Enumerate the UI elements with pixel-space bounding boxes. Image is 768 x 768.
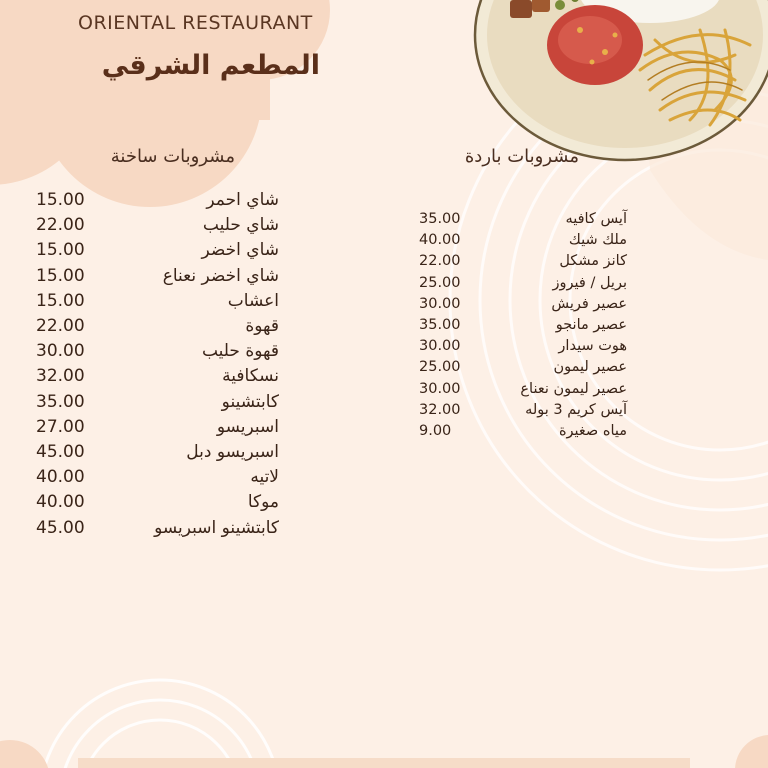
menu-item-name: عصير مانجو: [555, 317, 627, 333]
menu-item-price: 35.00: [36, 391, 85, 412]
menu-item-name: بريل / فيروز: [552, 274, 627, 291]
menu-item-name: موكا: [247, 492, 279, 513]
menu-item-name: لاتيه: [250, 467, 279, 488]
menu-item-name: ملك شيك: [568, 232, 627, 249]
restaurant-name-ar: المطعم الشرقي: [101, 50, 320, 81]
bottom-arcs: [40, 680, 280, 768]
menu-item-price: 25.00: [419, 274, 461, 291]
menu-item-price: 40.00: [419, 232, 461, 249]
menu-item-price: 27.00: [36, 416, 85, 437]
menu-item-name: عصير فريش: [551, 295, 627, 312]
menu-item-price: 25.00: [419, 359, 461, 376]
menu-item-name: شاي حليب: [202, 215, 279, 236]
menu-item-price: 40.00: [36, 492, 85, 513]
restaurant-name-en: ORIENTAL RESTAURANT: [78, 12, 313, 34]
hot-drinks-heading: مشروبات ساخنة: [110, 146, 235, 167]
menu-item-name: شاي اخضر: [201, 240, 279, 261]
menu-item-price: 15.00: [36, 290, 85, 311]
menu-item-name: قهوة حليب: [201, 341, 279, 362]
menu-item-price: 30.00: [419, 295, 461, 312]
menu-item-name: عصير ليمون: [553, 359, 627, 376]
menu-item-name: اسبريسو: [216, 416, 279, 437]
menu-item-price: 32.00: [36, 366, 85, 387]
menu-item-name: كابتشينو: [221, 391, 279, 412]
menu-item-name: شاي احمر: [206, 190, 279, 210]
menu-item-name: آيس كريم 3 بوله: [525, 401, 627, 418]
bottom-bar: [78, 758, 690, 768]
menu-item-name: آيس كافيه: [565, 211, 627, 227]
menu-item-name: كابتشينو اسبريسو: [154, 517, 279, 538]
menu-item-name: هوت سيدار: [558, 338, 627, 355]
menu-item-name: عصير ليمون نعناع: [520, 380, 627, 397]
menu-item-name: شاي اخضر نعناع: [162, 265, 279, 286]
menu-item-price: 30.00: [419, 380, 461, 397]
menu-item-name: اسبريسو دبل: [186, 442, 279, 462]
menu-item-name: قهوة: [245, 316, 279, 336]
menu-item-price: 32.00: [419, 401, 461, 418]
menu-item-price: 30.00: [419, 338, 461, 355]
menu-item-price: 40.00: [36, 467, 85, 488]
menu-item-price: 15.00: [36, 190, 85, 210]
menu-item-price: 35.00: [419, 211, 461, 227]
menu-item-price: 45.00: [36, 442, 85, 462]
menu-item-price: 45.00: [36, 517, 85, 538]
menu-item-price: 15.00: [36, 240, 85, 261]
menu-item-price: 35.00: [419, 317, 461, 333]
menu-item-price: 15.00: [36, 265, 85, 286]
menu-item-name: نسكافية: [222, 366, 279, 387]
menu-item-price: 22.00: [36, 215, 85, 236]
menu-item-name: اعشاب: [227, 290, 279, 311]
menu-item-price: 22.00: [36, 316, 85, 336]
menu-item-name: مياه صغيرة: [558, 423, 627, 439]
menu-item-price: 22.00: [419, 253, 461, 270]
menu-item-price: 30.00: [36, 341, 85, 362]
menu-item-name: كانز مشكل: [559, 253, 627, 270]
menu-item-price: 9.00: [419, 423, 452, 439]
cold-drinks-heading: مشروبات باردة: [464, 146, 579, 167]
